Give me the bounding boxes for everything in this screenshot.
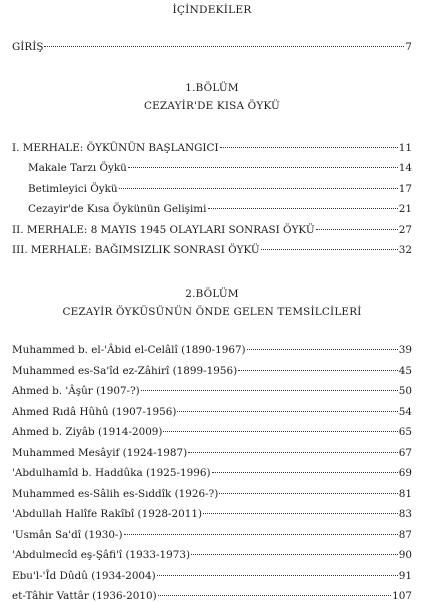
dot-leader — [44, 46, 404, 47]
toc-entry[interactable] — [12, 528, 412, 542]
toc-entry-label: Ebu'l-'Îd Dûdû (1934-2004) — [12, 569, 156, 582]
toc-entry-label: I. MERHALE: ÖYKÜNÜN BAŞLANGICI — [12, 142, 219, 154]
toc-entry-label: Muhammed es-Sâlih es-Sıddîk (1926-?) — [12, 487, 219, 500]
toc-entry-label: Muhammed b. el-'Âbid el-Celâlî (1890-1967) — [12, 344, 246, 356]
toc-entry[interactable] — [28, 161, 412, 175]
toc-entry-intro[interactable] — [12, 40, 412, 54]
page-title: İÇİNDEKİLER — [172, 4, 252, 16]
toc-entry[interactable] — [12, 343, 412, 357]
dot-leader — [128, 167, 398, 168]
dot-leader — [261, 249, 398, 250]
part1-number: 1.BÖLÜM — [185, 82, 239, 94]
dot-leader — [208, 208, 398, 209]
toc-entry-page: 65 — [398, 426, 412, 438]
toc-entry-page: 67 — [398, 446, 412, 459]
part2-title: CEZAYİR ÖYKÜSÜNÜN ÖNDE GELEN TEMSİLCİLERİ — [62, 306, 362, 318]
toc-entry[interactable] — [12, 466, 412, 480]
dot-leader — [119, 188, 398, 189]
toc-entry-page: 87 — [398, 528, 412, 541]
toc-entry-label: Makale Tarzı Öykü — [28, 162, 127, 175]
toc-entry[interactable] — [12, 425, 412, 439]
toc-entry[interactable] — [12, 141, 412, 155]
dot-leader — [203, 513, 398, 514]
toc-entry-label: Ahmed b. 'Âşûr (1907-?) — [12, 385, 140, 397]
toc-entry[interactable] — [12, 589, 412, 603]
toc-entry-label: Betimleyici Öykü — [28, 182, 118, 195]
toc-entry-label: Muhammed Mesâyif (1924-1987) — [12, 446, 188, 459]
toc-entry-page: 17 — [398, 182, 412, 195]
toc-entry-page: 32 — [398, 244, 412, 256]
part2-number: 2.BÖLÜM — [185, 288, 239, 300]
toc-entry-page: 54 — [398, 405, 412, 418]
toc-entry-label: III. MERHALE: BAĞIMSIZLIK SONRASI ÖYKÜ — [12, 244, 260, 256]
toc-entry-label: et-Tâhir Vattâr (1936-2010) — [12, 590, 157, 602]
toc-entry[interactable] — [12, 569, 412, 583]
toc-entry-label: 'Abdulmecîd eş-Şâfi'î (1933-1973) — [12, 549, 191, 561]
dot-leader — [188, 452, 398, 453]
toc-entry-label: Cezayir'de Kısa Öykünün Gelişimi — [28, 203, 207, 216]
dot-leader — [316, 229, 398, 230]
toc-entry-label: 'Abdulhamîd b. Haddûka (1925-1996) — [12, 467, 211, 479]
toc-entry[interactable] — [12, 243, 412, 257]
dot-leader — [220, 147, 398, 148]
dot-leader — [247, 349, 398, 350]
toc-entry-page: 27 — [398, 223, 412, 236]
toc-entry-page: 21 — [398, 203, 412, 216]
toc-entry-label: 'Usmân Sa'dî (1930-) — [12, 528, 123, 541]
toc-entry[interactable] — [12, 487, 412, 501]
dot-leader — [212, 472, 398, 473]
toc-entry-label: Muhammed es-Sa'îd ez-Zâhirî (1899-1956) — [12, 364, 238, 377]
toc-entry-page: 107 — [392, 590, 412, 602]
toc-entry-page: 39 — [398, 344, 412, 356]
toc-entry-label: II. MERHALE: 8 MAYIS 1945 OLAYLARI SONRASI ÖYKÜ — [12, 223, 315, 236]
dot-leader — [238, 370, 398, 371]
toc-entry-page: 91 — [398, 569, 412, 582]
dot-leader — [191, 554, 398, 555]
toc-entry-page: 69 — [398, 467, 412, 479]
toc-entry-label: Ahmed b. Ziyâb (1914-2009) — [12, 426, 163, 438]
toc-entry-page: 90 — [398, 549, 412, 561]
toc-entry[interactable] — [28, 202, 412, 216]
toc-entry[interactable] — [12, 507, 412, 521]
toc-entry[interactable] — [12, 405, 412, 419]
toc-entry-page: 7 — [405, 41, 412, 53]
toc-entry-page: 83 — [398, 508, 412, 520]
toc-entry-label: Ahmed Rıdâ Hûhû (1907-1956) — [12, 405, 177, 418]
dot-leader — [177, 411, 397, 412]
toc-entry[interactable] — [12, 384, 412, 398]
toc-entry[interactable] — [12, 223, 412, 237]
toc-entry[interactable] — [12, 548, 412, 562]
toc-entry[interactable] — [12, 364, 412, 378]
toc-entry-page: 11 — [398, 142, 412, 154]
toc-entry-label: GİRİŞ — [12, 41, 44, 53]
toc-entry-page: 81 — [398, 487, 412, 500]
dot-leader — [141, 390, 398, 391]
dot-leader — [163, 431, 397, 432]
dot-leader — [124, 534, 398, 535]
toc-entry-page: 45 — [398, 364, 412, 377]
dot-leader — [158, 595, 392, 596]
part1-title: CEZAYİR'DE KISA ÖYKÜ — [143, 100, 281, 112]
dot-leader — [219, 493, 398, 494]
toc-entry[interactable] — [12, 446, 412, 460]
toc-entry[interactable] — [28, 182, 412, 196]
toc-entry-label: 'Abdullah Halîfe Rakîbî (1928-2011) — [12, 508, 203, 520]
dot-leader — [157, 575, 398, 576]
toc-entry-page: 50 — [398, 385, 412, 397]
toc-entry-page: 14 — [398, 162, 412, 175]
